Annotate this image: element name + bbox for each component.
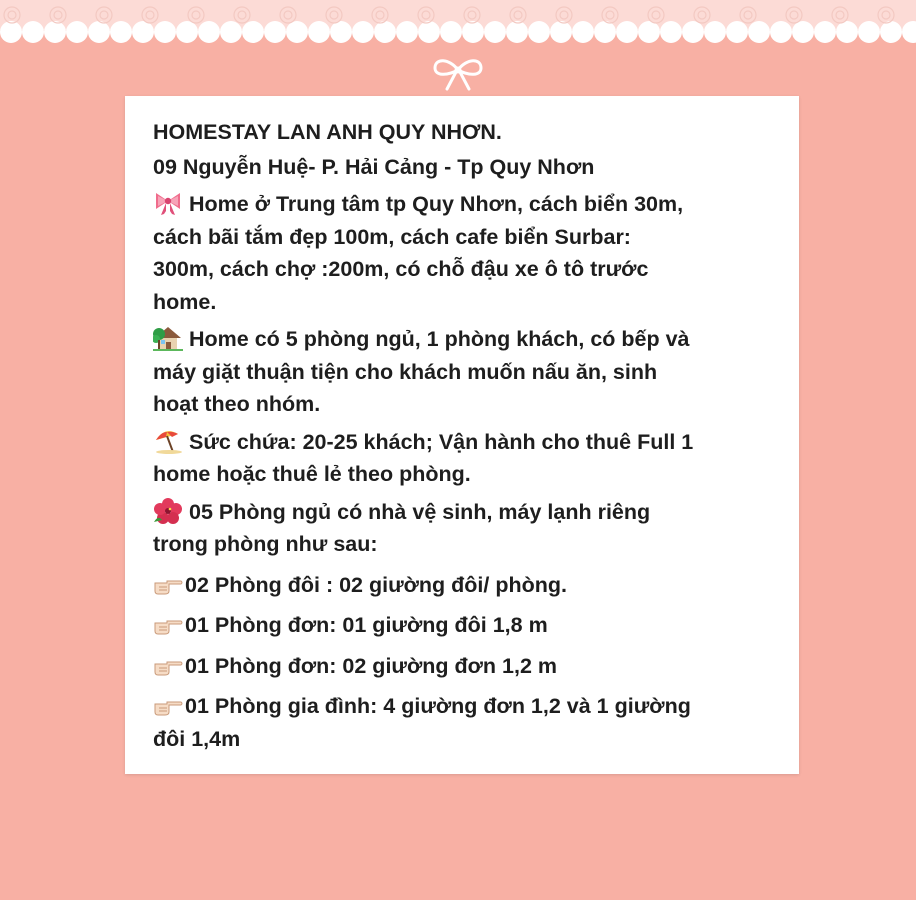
lace-scallop (198, 21, 220, 43)
location-line-1: Home ở Trung tâm tp Quy Nhơn, cách biển 30m, (189, 192, 684, 216)
lace-scallop (0, 21, 22, 43)
lace-scallop (660, 21, 682, 43)
lace-scallop (682, 21, 704, 43)
location-paragraph (153, 188, 779, 318)
room-item-4-text-2: đôi 1,4m (153, 726, 241, 751)
room-item-1 (153, 569, 779, 602)
lace-scallop (770, 21, 792, 43)
beach-umbrella-icon (153, 428, 183, 454)
location-line-4: home. (153, 289, 217, 314)
bedrooms-line-1: 05 Phòng ngủ có nhà vệ sinh, máy lạnh riêng (189, 499, 651, 524)
room-item-3 (153, 650, 779, 683)
room-item-2-text: 01 Phòng đơn: 01 giường đôi 1,8 m (185, 613, 548, 637)
house-with-garden-icon (153, 325, 183, 351)
lace-scallop (792, 21, 814, 43)
lace-scallop (506, 21, 528, 43)
room-item-3-text: 01 Phòng đơn: 02 giường đơn 1,2 m (185, 653, 558, 678)
rooms-overview-line-1: Home có 5 phòng ngủ, 1 phòng khách, có bếp và (189, 327, 690, 351)
pointing-hand-icon (153, 614, 183, 636)
white-bow-icon (431, 56, 485, 92)
lace-scallop (176, 21, 198, 43)
lace-scallop (440, 21, 462, 43)
bedrooms-line-2: trong phòng như sau: (153, 532, 378, 556)
room-item-4-text: 01 Phòng gia đình: 4 giường đơn 1,2 và 1 giường (185, 694, 691, 718)
post-address: 09 Nguyễn Huệ- P. Hải Cảng - Tp Quy Nhơn (153, 154, 595, 179)
lace-scallop (858, 21, 880, 43)
lace-scallop (308, 21, 330, 43)
lace-scallop (330, 21, 352, 43)
lace-scallop (462, 21, 484, 43)
capacity-line-2: home hoặc thuê lẻ theo phòng. (153, 462, 471, 486)
post-title: HOMESTAY LAN ANH QUY NHƠN. (153, 120, 502, 144)
lace-scallop (704, 21, 726, 43)
lace-scallop (484, 21, 506, 43)
lace-scallop (242, 21, 264, 43)
lace-scallop (814, 21, 836, 43)
capacity-paragraph (153, 426, 779, 491)
lace-scallop (132, 21, 154, 43)
pointing-hand-icon (153, 695, 183, 717)
lace-scallop (110, 21, 132, 43)
location-line-2: cách bãi tắm đẹp 100m, cách cafe biển Surbar: (153, 224, 631, 249)
lace-scallop (836, 21, 858, 43)
post-card (125, 96, 799, 774)
bedrooms-paragraph (153, 496, 779, 561)
lace-scallop (418, 21, 440, 43)
pointing-hand-icon (153, 574, 183, 596)
room-item-4 (153, 690, 779, 755)
capacity-line-1: Sức chứa: 20-25 khách; Vận hành cho thuê Full 1 (189, 429, 694, 454)
lace-scallop (66, 21, 88, 43)
lace-scallop (88, 21, 110, 43)
lace-border (0, 0, 916, 44)
hibiscus-icon (153, 498, 183, 524)
lace-scallop (374, 21, 396, 43)
lace-scallop (220, 21, 242, 43)
rooms-overview-line-3: hoạt theo nhóm. (153, 392, 321, 416)
lace-scallop (154, 21, 176, 43)
lace-scallop (572, 21, 594, 43)
lace-scallop (616, 21, 638, 43)
lace-scallop (352, 21, 374, 43)
lace-scallop (22, 21, 44, 43)
room-item-2 (153, 609, 779, 642)
lace-scallop (286, 21, 308, 43)
lace-scallop (264, 21, 286, 43)
location-line-3: 300m, cách chợ :200m, có chỗ đậu xe ô tô trước (153, 257, 649, 281)
lace-scallop (638, 21, 660, 43)
lace-scallop (396, 21, 418, 43)
lace-scallop (880, 21, 902, 43)
ribbon-bow-icon (153, 190, 183, 216)
lace-scallop (726, 21, 748, 43)
rooms-overview-paragraph (153, 323, 779, 421)
room-item-1-text: 02 Phòng đôi : 02 giường đôi/ phòng. (185, 572, 567, 597)
lace-scallop (594, 21, 616, 43)
lace-scallop (528, 21, 550, 43)
lace-scallop (748, 21, 770, 43)
pointing-hand-icon (153, 655, 183, 677)
lace-scallop (550, 21, 572, 43)
lace-scallop (44, 21, 66, 43)
rooms-overview-line-2: máy giặt thuận tiện cho khách muốn nấu ăn, sinh (153, 359, 658, 384)
